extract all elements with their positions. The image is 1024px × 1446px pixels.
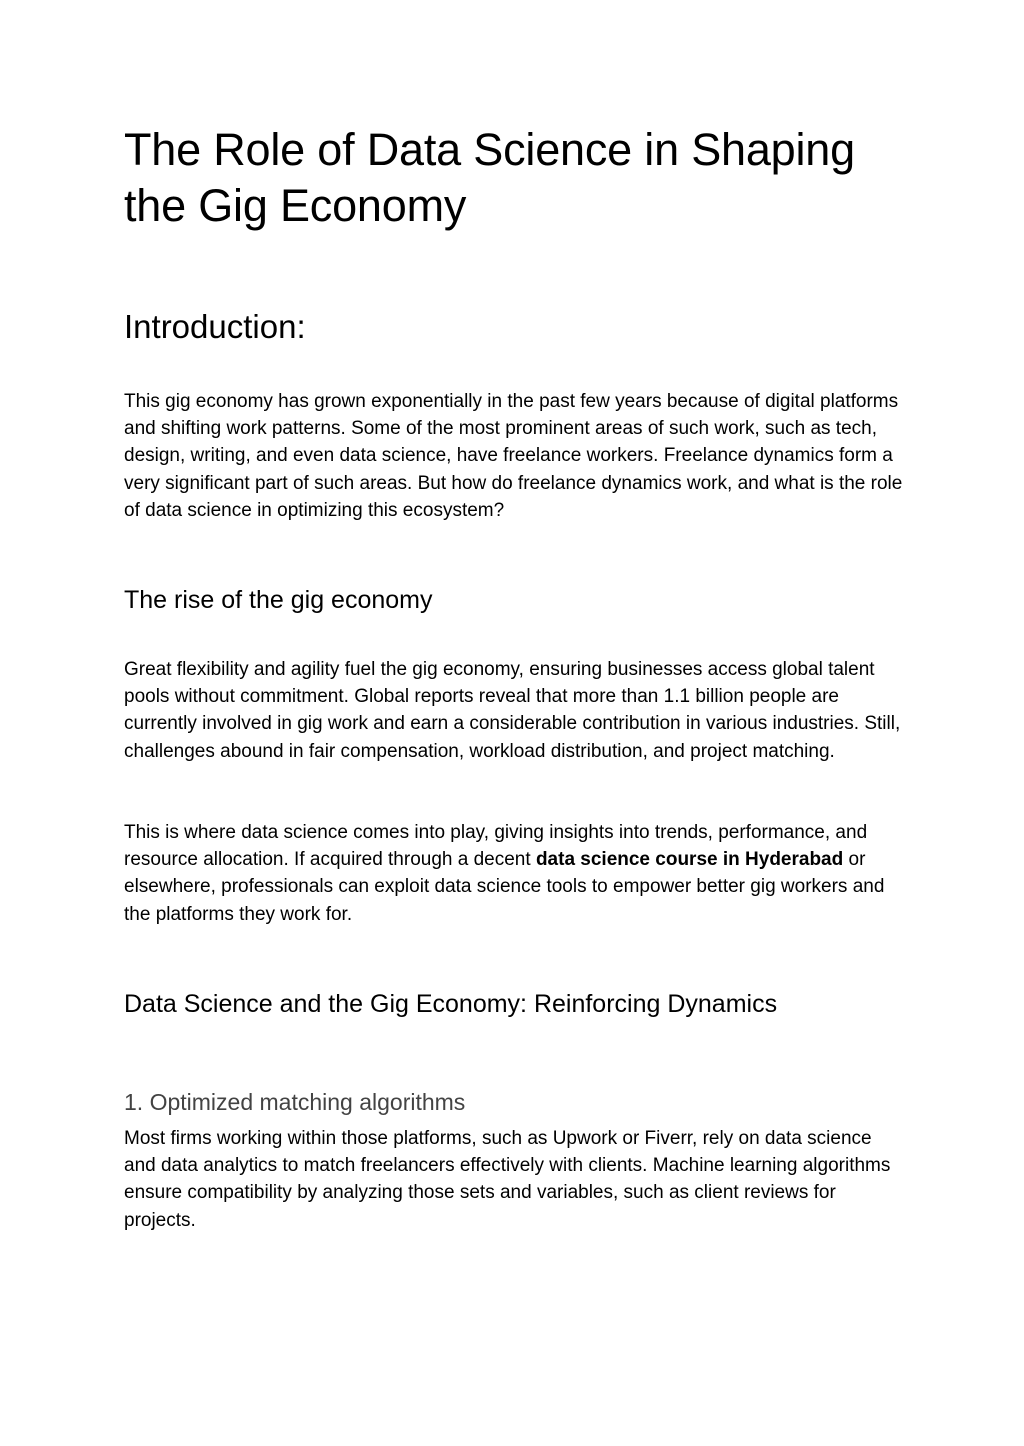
matching-algorithms-paragraph: Most firms working within those platforms, such as Upwork or Fiverr, rely on data science and data analytics to match freelancers effectively with clients. Machine learning algorithms ensure compatibility by analyzing those sets and variables, such as client reviews for projects. (124, 1128, 891, 1231)
course-highlight: data science course in Hyderabad (535, 849, 844, 871)
rise-paragraph-1: Great flexibility and agility fuel the gig economy, ensuring businesses access global talent pools without commitment. Global reports reveal that more than 1.1 billion people are currently involved in gig work and earn a considerable contribution in various industries. Still, challenges abound in fair compensation, workload distribution, and project matching. (124, 659, 901, 762)
rise-heading: The rise of the gig economy (124, 586, 433, 614)
rise-paragraph-2-text-start: This is where data science comes into play, giving insights into trends, performance, and resource allocation. If acquired through a decent (124, 822, 868, 871)
dynamics-heading: Data Science and the Gig Economy: Reinforcing Dynamics (124, 990, 778, 1018)
introduction-heading: Introduction: (124, 308, 306, 345)
document-title: The Role of Data Science in Shaping the Gig Economy (124, 124, 855, 231)
introduction-paragraph: This gig economy has grown exponentially in the past few years because of digital platforms and shifting work patterns. Some of the most prominent areas of such work, such as tech, design, writing, and even data science, have freelance workers. Freelance dynamics form a very significant part of such areas. But how do freelance dynamics work, and what is the role of data science in optimizing this ecosystem? (124, 391, 903, 521)
rise-paragraph-2-text-end: or elsewhere, professionals can exploit data science tools to empower better gig workers and the platforms they work for. (124, 849, 885, 925)
matching-algorithms-heading: 1. Optimized matching algorithms (124, 1089, 466, 1115)
rise-paragraph-2 (124, 819, 904, 928)
